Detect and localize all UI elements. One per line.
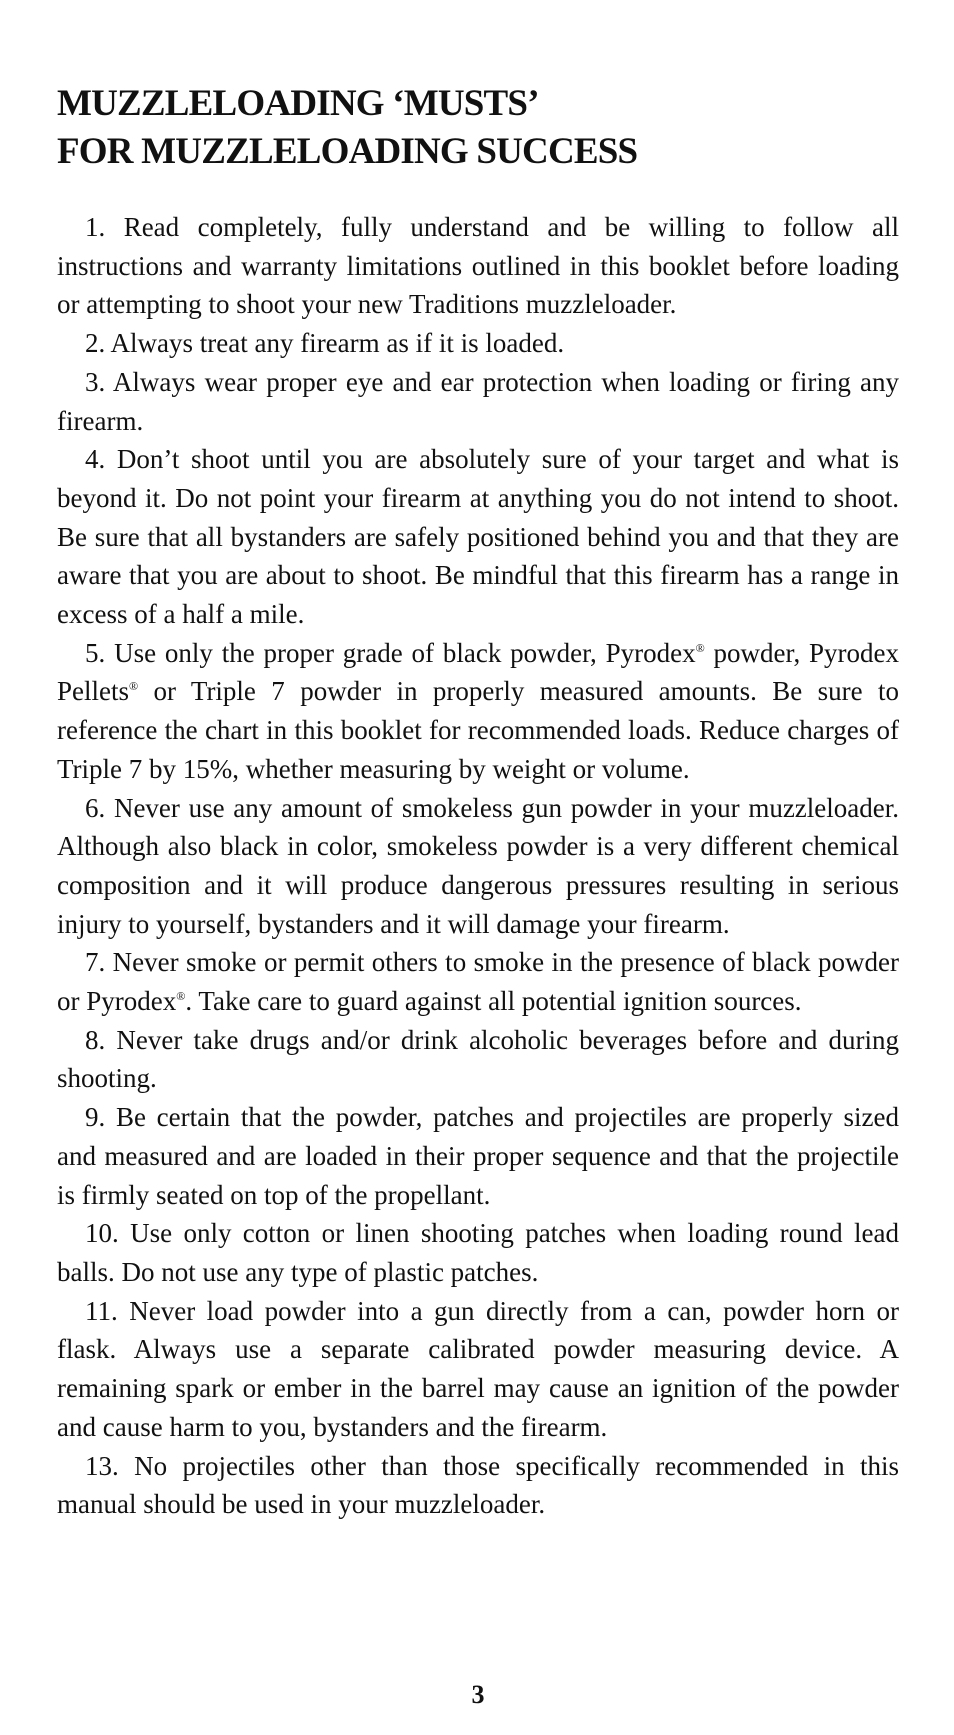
list-item: 6. Never use any amount of smokeless gun powder in your muzzleloader. Although also black in color, smokeless powder is a very different chemical composition and it will produce dangerous pressures resulting in serious injury to yourself, bystanders and it will damage your firearm. [57, 792, 899, 939]
list-item: 4. Don’t shoot until you are absolutely sure of your target and what is beyond it. Do not point your firearm at anything you do not intend to shoot. Be sure that all bystanders are safely positioned behind you and that they are aware that you are about to shoot. Be mindful that this firearm has a range in excess of a half a mile. [57, 444, 899, 630]
list-item: 10. Use only cotton or linen shooting patches when loading round lead balls. Do not use any type of plastic patches. [57, 1218, 899, 1287]
list-item: 5. Use only the proper grade of black powder, Pyrodex® powder, Pyrodex Pellets® or Triple 7 powder in properly measured amounts. Be sure to reference the chart in this booklet for recommended loads. Reduce charges of Triple 7 by 15%, whether measuring by weight or volume. [57, 637, 900, 784]
musts-list [57, 208, 899, 1524]
list-item: 7. Never smoke or permit others to smoke in the presence of black powder or Pyrodex®. Take care to guard against all potential ignition sources. [57, 947, 899, 1017]
list-item: 8. Never take drugs and/or drink alcoholic beverages before and during shooting. [57, 1024, 899, 1094]
title-line-1: MUZZLELOADING ‘MUSTS’ [57, 83, 539, 124]
list-item: 1. Read completely, fully understand and be willing to follow all instructions and warranty limitations outlined in this booklet before loading or attempting to shoot your new Traditions muzzleloader. [57, 212, 899, 320]
list-item: 3. Always wear proper eye and ear protection when loading or firing any firearm. [57, 366, 899, 436]
list-item: 9. Be certain that the powder, patches and projectiles are properly sized and measured and are loaded in their proper sequence and that the projectile is firmly seated on top of the propellant. [57, 1102, 899, 1210]
registered-mark: ® [129, 679, 139, 694]
title-line-2: FOR MUZZLELOADING SUCCESS [57, 131, 638, 172]
page-title [57, 0, 899, 176]
registered-mark: ® [695, 640, 705, 655]
list-item: 13. No projectiles other than those specifically recommended in this manual should be used in your muzzleloader. [57, 1450, 899, 1520]
list-item: 11. Never load powder into a gun directly from a can, powder horn or flask. Always use a separate calibrated powder measuring device. A remaining spark or ember in the barrel may cause an ignition of the powder and cause harm to you, bystanders and the firearm. [57, 1295, 899, 1442]
page-number: 3 [471, 1680, 485, 1709]
document-page [57, 0, 899, 1735]
list-item: 2. Always treat any firearm as if it is loaded. [85, 328, 565, 359]
registered-mark: ® [176, 989, 186, 1004]
